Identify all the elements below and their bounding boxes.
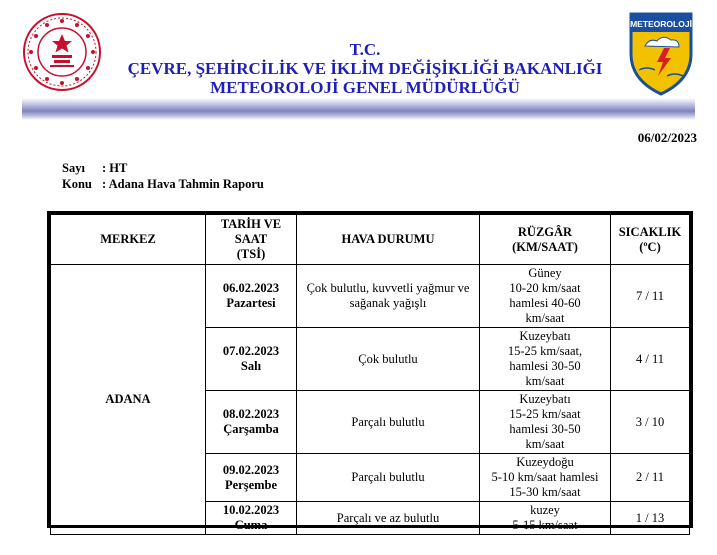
- row-date: 07.02.2023: [222, 344, 280, 358]
- header-tarih-l1: TARİH VE: [220, 217, 282, 231]
- date-cell: [206, 502, 297, 535]
- header-tarih-l3: (TSİ): [236, 247, 266, 261]
- header-tarih: [206, 215, 297, 265]
- row-day: Pazartesi: [226, 296, 276, 310]
- date-cell: [206, 454, 297, 502]
- row-date: 10.02.2023: [222, 503, 280, 517]
- wind-line: 15-25 km/saat: [509, 407, 581, 421]
- header-line-tc: T.C.: [349, 40, 381, 59]
- wind-line: km/saat: [525, 437, 565, 451]
- header-hava: HAVA DURUMU: [297, 215, 480, 265]
- header-title: [110, 40, 620, 97]
- meta-konu-row: [62, 176, 264, 192]
- meta-sayi-value: : HT: [102, 161, 128, 175]
- table-row: [51, 265, 690, 328]
- row-day: Çarşamba: [223, 422, 279, 436]
- wind-cell: [480, 454, 611, 502]
- wind-line: 10-20 km/saat: [509, 281, 581, 295]
- temp-cell: 2 / 11: [611, 454, 690, 502]
- wind-cell: [480, 328, 611, 391]
- temp-cell: 3 / 10: [611, 391, 690, 454]
- wind-line: kuzey: [530, 503, 560, 517]
- wind-line: km/saat: [525, 374, 565, 388]
- header-tarih-l2: SAAT: [234, 232, 268, 246]
- wind-cell: [480, 502, 611, 535]
- wind-line: Güney: [528, 266, 562, 280]
- temp-cell: 1 / 13: [611, 502, 690, 535]
- ministry-seal-icon: [22, 12, 102, 92]
- row-date: 09.02.2023: [222, 462, 280, 477]
- header-line-ministry: ÇEVRE, ŞEHİRCİLİK VE İKLİM DEĞİŞİKLİĞİ BAKANLIĞI: [127, 59, 603, 78]
- meteorology-logo-icon: [627, 10, 695, 96]
- report-date: 06/02/2023: [637, 130, 697, 145]
- meta-sayi-label: Sayı: [62, 161, 85, 175]
- header-line-directorate: METEOROLOJİ GENEL MÜDÜRLÜĞÜ: [210, 78, 520, 97]
- table-header-row: [51, 215, 690, 265]
- wind-line: 5-15 km/saat: [512, 518, 578, 532]
- report-meta: [62, 160, 264, 192]
- merkez-cell: ADANA: [51, 265, 206, 535]
- header-ruzgar-l1: RÜZGÂR: [517, 224, 573, 239]
- meta-sayi-row: [62, 160, 264, 176]
- weather-cell: Parçalı bulutlu: [297, 454, 480, 502]
- wind-line: 15-30 km/saat: [509, 485, 581, 499]
- weather-cell: Çok bulutlu, kuvvetli yağmur ve sağanak yağışlı: [297, 265, 480, 328]
- header-ruzgar: [480, 215, 611, 265]
- forecast-table: [47, 211, 693, 532]
- date-cell: [206, 328, 297, 391]
- date-cell: [206, 391, 297, 454]
- meta-konu-label: Konu: [62, 177, 92, 191]
- weather-cell: Çok bulutlu: [297, 328, 480, 391]
- meteorology-logo-text: METEOROLOJİ: [630, 19, 692, 29]
- header-sicaklik: [611, 215, 690, 265]
- wind-cell: [480, 265, 611, 328]
- header-band: [22, 98, 695, 120]
- wind-line: 15-25 km/saat,: [507, 344, 583, 358]
- wind-line: Kuzeybatı: [519, 392, 571, 406]
- temp-cell: 7 / 11: [611, 265, 690, 328]
- wind-line: hamlesi 30-50: [509, 422, 581, 436]
- wind-line: hamlesi 30-50: [509, 359, 581, 373]
- row-date: 06.02.2023: [222, 281, 280, 295]
- wind-line: hamlesi 40-60: [509, 296, 581, 310]
- weather-cell: Parçalı ve az bulutlu: [297, 502, 480, 535]
- weather-cell: Parçalı bulutlu: [297, 391, 480, 454]
- wind-line: 5-10 km/saat hamlesi: [491, 470, 599, 484]
- header-sicaklik-l1: SICAKLIK: [618, 224, 682, 239]
- wind-line: Kuzeybatı: [519, 329, 571, 343]
- row-day: Perşembe: [224, 477, 278, 492]
- wind-line: km/saat: [525, 311, 565, 325]
- header-merkez: MERKEZ: [51, 215, 206, 265]
- meta-konu-value: : Adana Hava Tahmin Raporu: [102, 177, 264, 191]
- wind-cell: [480, 391, 611, 454]
- row-day: Cuma: [234, 518, 268, 532]
- header-ruzgar-l2: (KM/SAAT): [512, 239, 578, 254]
- row-date: 08.02.2023: [222, 407, 280, 421]
- row-day: Salı: [240, 359, 262, 373]
- wind-line: Kuzeydoğu: [516, 455, 574, 469]
- date-cell: [206, 265, 297, 328]
- header-sicaklik-l2: (ºC): [639, 239, 661, 254]
- temp-cell: 4 / 11: [611, 328, 690, 391]
